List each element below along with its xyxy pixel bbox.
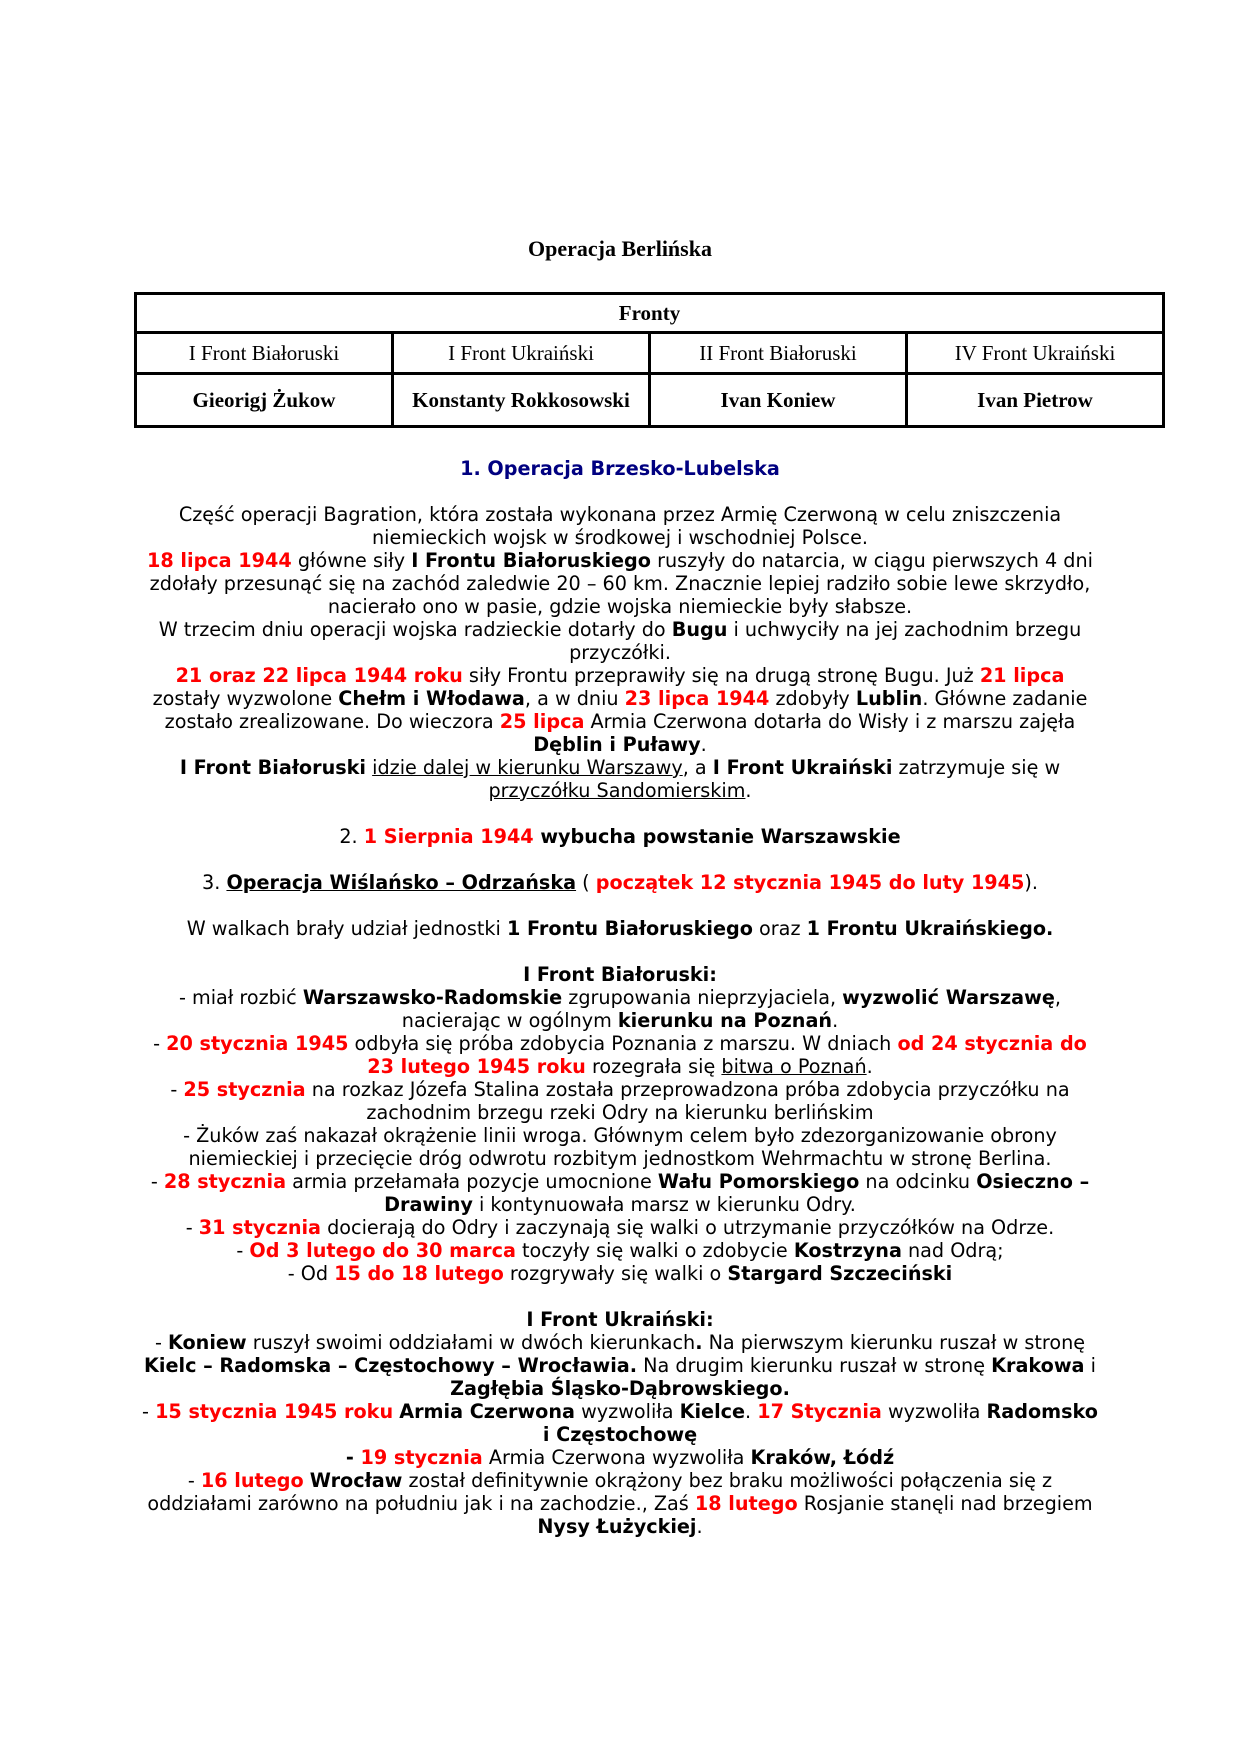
text-run: ruszył swoimi oddziałami w dwóch kierunkach [246,1331,696,1354]
text-run: siły Frontu przeprawiły się na drugą stronę Bugu. Już [462,664,980,687]
bold-text: Warszawsko-Radomskie [302,986,563,1009]
subheading-front-bialoruski: I Front Białoruski: [523,963,717,986]
date-highlight: 20 stycznia 1945 [166,1032,349,1055]
table-cell-commander: Ivan Koniew [650,374,907,427]
document-body [140,457,1100,1538]
date-highlight: 15 stycznia 1945 roku [155,1400,394,1423]
bold-text: Krakowa [991,1354,1085,1377]
date-highlight: 17 Stycznia [757,1400,882,1423]
text-run: na rozkaz Józefa Stalina została przeprowadzona próba zdobycia przyczółku na zachodnim brzegu rzeki Odry na kierunku berlińskim [305,1078,1070,1124]
date-highlight: 31 stycznia [198,1216,322,1239]
list-number: 2. [339,825,364,848]
table-cell-front: I Front Ukraiński [393,333,650,374]
list-number: 3. [202,871,227,894]
text-run: i kontynuowała marsz w kierunku Odry. [472,1193,856,1216]
table-row-commanders [136,374,1164,427]
text-run: - Żuków zaś nakazał okrążenie linii wroga. Głównym celem było zdezorganizowanie obrony niemieckiej i przecięcie dróg odwrotu rozbitym jednostkom Wehrmachtu w stronę Berlina. [183,1124,1057,1170]
bold-text: Chełm i Włodawa [338,687,525,710]
date-highlight: 15 do 18 lutego [334,1262,504,1285]
table-cell-commander: Ivan Pietrow [907,374,1164,427]
text-run: zostały wyzwolone [152,687,339,710]
link-przyczolek-sandomierski[interactable]: przyczółku Sandomierskim [488,779,746,802]
text-run: Na pierwszym kierunku ruszał w stronę [702,1331,1086,1354]
text-run: - [187,1469,201,1492]
date-highlight: 25 lipca [499,710,585,733]
list-item [140,1032,1100,1078]
text-run: odbyła się próba zdobycia Poznania z marszu. W dniach [348,1032,898,1055]
text-run: . [745,779,752,802]
bold-text: Osieczno – Drawiny [384,1170,1090,1216]
paragraph-bagration: Część operacji Bagration, która została wykonana przez Armię Czerwoną w celu zniszczenia niemieckich wojsk w środkowej i wschodniej Polsce. [178,503,1062,549]
text-run: . [866,1055,873,1078]
bold-text: Kraków, Łódź [750,1446,895,1469]
link-operacja-wislansko-odrzanska[interactable]: Operacja Wiślańsko – Odrzańska [226,871,577,894]
list-item [140,1262,1100,1285]
paragraph-jednostki [140,917,1100,940]
bold-text: Stargard Szczeciński [727,1262,953,1285]
bold-text: Armia Czerwona [399,1400,575,1423]
table-cell-front: I Front Białoruski [136,333,393,374]
text-run: wyzwoliła [881,1400,987,1423]
text-run: - [154,1331,168,1354]
bold-text: I Frontu Białoruskiego [411,549,651,572]
date-highlight: 18 lutego [694,1492,798,1515]
bold-text: Dęblin i Puławy [533,733,701,756]
bold-text: Bugu [671,618,728,641]
paragraph-18-lipca [140,549,1100,618]
document-title: Operacja Berlińska [528,236,712,261]
bold-text: wyzwolić Warszawę [842,986,1055,1009]
date-highlight: 23 lipca 1944 [624,687,770,710]
text-run: toczyły się walki o zdobycie [515,1239,794,1262]
text-run: - Od [287,1262,335,1285]
date-highlight: od 24 stycznia do 23 lutego 1945 roku [367,1032,1087,1078]
table-cell-front: IV Front Ukraiński [907,333,1164,374]
text-run: Armia Czerwona dotarła do Wisły i z marszu zajęła [584,710,1076,733]
text-run: nad Odrą; [901,1239,1004,1262]
list-item [140,1400,1100,1446]
text-run: , nacierając w ogólnym [401,986,1061,1032]
text-run: - [170,1078,184,1101]
bold-text: Radomsko i Częstochowę [542,1400,1098,1446]
text-run: - [142,1400,156,1423]
date-highlight: 16 lutego [200,1469,304,1492]
text-run: główne siły [291,549,412,572]
text-run: Armia Czerwona wyzwoliła [482,1446,751,1469]
list-item [140,1216,1100,1239]
table-cell-commander: Konstanty Rokkosowski [393,374,650,427]
text-run: W trzecim dniu operacji wojska radzieckie dotarły do [158,618,672,641]
date-highlight: 1 Sierpnia 1944 [363,825,534,848]
bold-text: Kielc – Radomska – Częstochowy – Wrocławia. [144,1354,638,1377]
text-run: - [153,1032,167,1055]
bold-text: I Front Białoruski [179,756,366,779]
text-run: , a [682,756,713,779]
date-highlight: 19 stycznia [360,1446,483,1469]
date-highlight: 21 lipca [979,664,1065,687]
bold-text: 1 Frontu Białoruskiego [506,917,753,940]
text-run: . [696,1515,703,1538]
text-run: i [1084,1354,1096,1377]
text-run: docierają do Odry i zaczynają się walki o utrzymanie przyczółków na Odrze. [321,1216,1055,1239]
list-item [140,1331,1100,1400]
bold-text: wybucha powstanie Warszawskie [533,825,901,848]
text-run: zatrzymuje się w [892,756,1061,779]
text-run: wyzwoliła [574,1400,680,1423]
paragraph-21-lipca [140,664,1100,756]
text-run: . [832,1009,839,1032]
date-highlight: początek 12 stycznia 1945 do luty 1945 [595,871,1025,894]
table-header-row [136,294,1164,333]
text-run: rozegrała się [585,1055,722,1078]
section-powstanie-warszawskie [140,825,1100,848]
table-cell-front: II Front Białoruski [650,333,907,374]
text-run: - [236,1239,250,1262]
bold-text: Zagłębia Śląsko-Dąbrowskiego. [450,1377,790,1400]
section-heading-brzesko-lubelska: 1. Operacja Brzesko-Lubelska [460,457,780,480]
text-run: rozgrywały się walki o [503,1262,728,1285]
table-cell-commander: Gieorigj Żukow [136,374,393,427]
text-run: ( [576,871,596,894]
text-run: ruszyły do natarcia, w ciągu pierwszych 4 dni zdołały przesunąć się na zachód zaledwie 20 – 60 km. Znacznie lepiej radziło sobie lewe skrzydło, nacierało ono w pasie, gdzie wojska niemieckie były słabsze. [149,549,1093,618]
text-run: Rosjanie stanęli nad brzegiem [797,1492,1093,1515]
bold-text: . [695,1331,703,1354]
bold-text: Nysy Łużyckiej [537,1515,697,1538]
list-item [140,1239,1100,1262]
date-highlight: 25 stycznia [183,1078,306,1101]
text-run: - [345,1446,361,1469]
text-run: - [185,1216,199,1239]
link-bitwa-o-poznan[interactable]: bitwa o Poznań [721,1055,867,1078]
bold-text: Kostrzyna [793,1239,902,1262]
text-run: - [150,1170,164,1193]
link-kierunek-warszawa[interactable]: idzie dalej w kierunku Warszawy [372,756,683,779]
paragraph-trzeci-dzien [140,618,1100,664]
subheading-front-ukrainski: I Front Ukraiński: [526,1308,714,1331]
fronts-table [134,292,1165,428]
text-run: . [745,1400,758,1423]
section-wislansko-odrzanska [140,871,1100,894]
text-run: armia przełamała pozycje umocnione [286,1170,658,1193]
text-run: zdobyły [769,687,856,710]
text-run: Na drugim kierunku ruszał w stronę [637,1354,992,1377]
bold-text: Lublin [855,687,923,710]
text-run: . [700,733,707,756]
list-item [140,1124,1100,1170]
text-run: oraz [752,917,807,940]
list-item [140,1469,1100,1538]
date-highlight: 28 stycznia [163,1170,287,1193]
bold-text: 1 Frontu Ukraińskiego. [806,917,1054,940]
bold-text: kierunku na Poznań [617,1009,833,1032]
bold-text: Koniew [167,1331,247,1354]
table-header-fronty: Fronty [136,294,1164,333]
text-run: . Główne zadanie zostało zrealizowane. Do wieczora [164,687,1088,733]
text-run: - miał rozbić [179,986,303,1009]
date-highlight: 21 oraz 22 lipca 1944 roku [175,664,463,687]
text-run: , a w dniu [524,687,625,710]
paragraph-front-bialoruski-warszawa [140,756,1100,802]
text-run: ). [1024,871,1038,894]
date-highlight: Od 3 lutego do 30 marca [249,1239,516,1262]
list-item [140,1078,1100,1124]
text-run: zgrupowania nieprzyjaciela, [562,986,843,1009]
table-row-fronts [136,333,1164,374]
list-item [140,1446,1100,1469]
bold-text: Wału Pomorskiego [657,1170,860,1193]
date-highlight: 18 lipca 1944 [147,549,292,572]
bold-text: Kielce [679,1400,746,1423]
bold-text: Wrocław [309,1469,403,1492]
list-item [140,1170,1100,1216]
bold-text: I Front Ukraiński [712,756,893,779]
text-run: W walkach brały udział jednostki [186,917,507,940]
text-run: został definitywnie okrążony bez braku możliwości połączenia się z oddziałami zarówno na południu jak i na zachodzie., Zaś [147,1469,1053,1515]
text-run: i uchwyciły na jej zachodnim brzegu przyczółki. [569,618,1082,664]
list-item [140,986,1100,1032]
text-run: na odcinku [859,1170,977,1193]
